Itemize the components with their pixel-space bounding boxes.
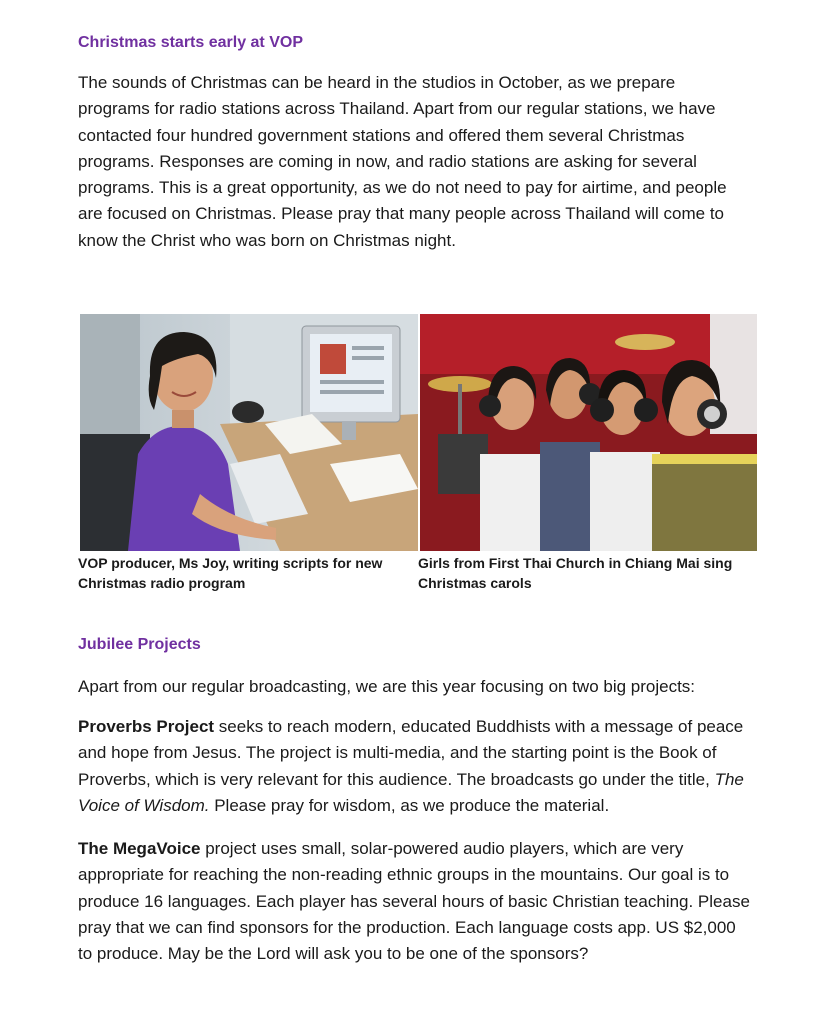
photo-producer — [80, 314, 418, 551]
christmas-paragraph: The sounds of Christmas can be heard in the studios in October, as we prepare programs for radio stations across Thailand. Apart from our regular stations, we have contacted four hundred government stations and offered them several Christmas programs. Responses are coming in now, and radio stations are asking for several programs. This is a great opportunity, as we do not need to pay for airtime, and people are focused on Christmas. Please pray that many people across Thailand will come to know the Christ who was born on Christmas night. — [78, 73, 727, 250]
megavoice-paragraph — [78, 836, 750, 967]
megavoice-title: The MegaVoice — [78, 839, 201, 858]
girls-illustration — [420, 314, 757, 551]
proverbs-text-end: Please pray for wisdom, as we produce the material. — [209, 795, 610, 815]
photo-girls-singing — [420, 314, 757, 551]
voice-of-wisdom-title: The Voice of Wisdom. — [78, 769, 744, 815]
section-heading-jubilee: Jubilee Projects — [78, 636, 201, 653]
megavoice-text: project uses small, solar-powered audio players, which are very appropriate for reaching the non-reading ethnic groups in the mountains. Our goal is to produce 16 languages. Each player has several hours of basic Christian teaching. Please pray that we can find sponsors for the production. Each language costs app. US $2,000 to produce. May be the Lord will ask you to be one of the sponsors? — [78, 839, 750, 964]
caption-producer: VOP producer, Ms Joy, writing scripts for new Christmas radio program — [78, 555, 383, 591]
proverbs-paragraph — [78, 714, 750, 819]
proverbs-text: seeks to reach modern, educated Buddhists with a message of peace and hope from Jesus. The project is multi-media, and the starting point is the Book of Proverbs, which is very relevant for this audience. The broadcasts go under the title, — [78, 717, 744, 789]
caption-girls: Girls from First Thai Church in Chiang Mai sing Christmas carols — [418, 555, 733, 591]
section-heading-christmas: Christmas starts early at VOP — [78, 34, 303, 51]
producer-illustration — [80, 314, 418, 551]
proverbs-title: Proverbs Project — [78, 717, 215, 736]
jubilee-intro: Apart from our regular broadcasting, we are this year focusing on two big projects: — [78, 677, 696, 696]
